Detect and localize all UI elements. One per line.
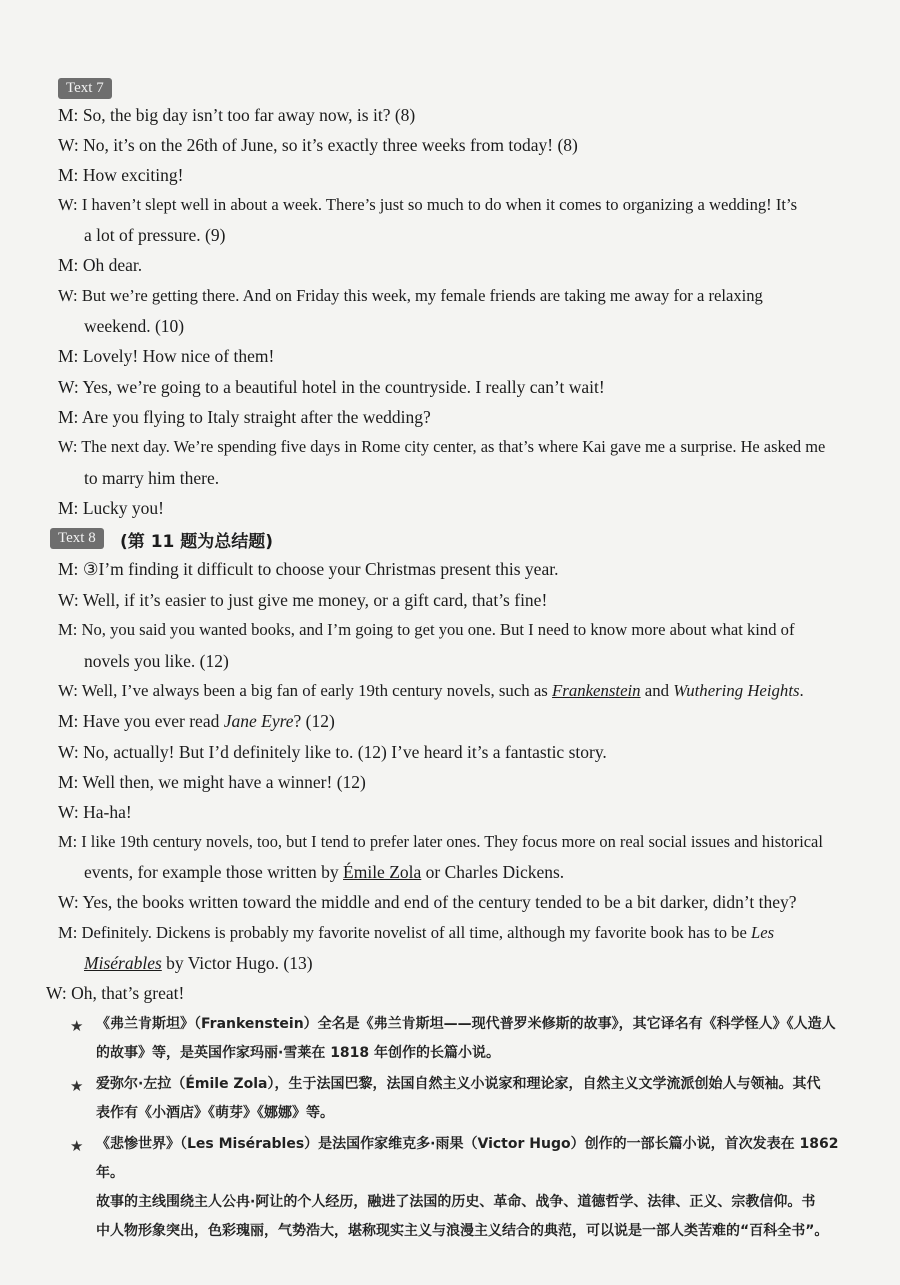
dialogue-line: W: Yes, the books written toward the middle and end of the century tended to be a bit darker, didn’t they?: [58, 892, 797, 912]
footnote-frankenstein: 《弗兰肯斯坦》（Frankenstein）全名是《弗兰肯斯坦——现代普罗米修斯的故事》，其它译名有《科学怪人》《人造人 的故事》等，是英国作家玛丽·雪莱在 1818 年创作的长篇小说。: [96, 1016, 836, 1061]
dialogue-line: M: Are you flying to Italy straight after the wedding?: [58, 407, 431, 427]
book-title: Jane Eyre: [223, 711, 294, 731]
dialogue-line: W: Well, I’ve always been a big fan of early 19th century novels, such as Frankenstein and Wuthering Heights.: [58, 681, 804, 700]
dialogue-line-continued: novels you like. (12): [84, 651, 229, 671]
star-icon: ★: [70, 1077, 84, 1095]
dialogue-line: M: How exciting!: [58, 165, 184, 185]
dialogue-line-continued: a lot of pressure. (9): [84, 225, 226, 245]
dialogue-line: W: But we’re getting there. And on Friday this week, my female friends are taking me away for a relaxing: [58, 286, 763, 305]
dialogue-line: W: Yes, we’re going to a beautiful hotel in the countryside. I really can’t wait!: [58, 377, 605, 397]
star-icon: ★: [70, 1017, 84, 1035]
dialogue-line: W: I haven’t slept well in about a week. There’s just so much to do when it comes to organizing a wedding! It’s: [58, 195, 798, 214]
dialogue-line: M: Definitely. Dickens is probably my favorite novelist of all time, although my favorite book has to be Les: [58, 923, 775, 942]
dialogue-line: M: ③I’m finding it difficult to choose your Christmas present this year.: [58, 559, 559, 579]
dialogue-line: M: Oh dear.: [58, 255, 143, 275]
dialogue-line: W: Ha-ha!: [58, 802, 132, 822]
dialogue-line: M: So, the big day isn’t too far away now, is it? (8): [58, 105, 416, 125]
section-note: (第 11 题为总结题): [120, 532, 274, 552]
dialogue-line: M: Lovely! How nice of them!: [58, 346, 275, 366]
dialogue-line: M: No, you said you wanted books, and I’m going to get you one. But I need to know more about what kind of: [58, 620, 795, 639]
dialogue-line: M: Lucky you!: [58, 498, 164, 518]
dialogue-line-continued: Misérables by Victor Hugo. (13): [84, 953, 313, 973]
dialogue-line: M: I like 19th century novels, too, but I tend to prefer later ones. They focus more on real social issues and historical: [58, 832, 823, 851]
dialogue-line: W: The next day. We’re spending five days in Rome city center, as that’s where Kai gave me a surprise. He asked me: [58, 437, 826, 456]
dialogue-line: M: Have you ever read Jane Eyre? (12): [58, 711, 335, 731]
book-title: Wuthering Heights: [673, 681, 800, 700]
dialogue-line: W: Oh, that’s great!: [46, 983, 185, 1003]
dialogue-line: M: Well then, we might have a winner! (12): [58, 772, 366, 792]
book-title: Les: [750, 923, 775, 942]
dialogue-line-continued: to marry him there.: [84, 468, 220, 488]
footnote-zola: 爱弥尔·左拉（Émile Zola），生于法国巴黎，法国自然主义小说家和理论家，自然主义文学流派创始人与领袖。其代 表作有《小酒店》《萌芽》《娜娜》等。: [96, 1076, 821, 1121]
star-icon: ★: [70, 1137, 84, 1155]
dialogue-line-continued: events, for example those written by Émile Zola or Charles Dickens.: [84, 862, 565, 882]
section-tag-text7: Text 7: [58, 78, 112, 99]
dialogue-line: W: No, it’s on the 26th of June, so it’s exactly three weeks from today! (8): [58, 135, 578, 155]
author-name: Émile Zola: [343, 862, 422, 882]
dialogue-line-continued: weekend. (10): [84, 316, 185, 336]
footnote-les-miserables: 《悲惨世界》（Les Misérables）是法国作家维克多·雨果（Victor Hugo）创作的一部长篇小说，首次发表在 1862 年。 故事的主线围绕主人公冉·阿让的个人经历，融进了法国的历史、革命、战争、道德哲学、法律、正义、宗教信仰。书 中人物形象突出，色彩瑰丽，气势浩大，堪称现实主义与浪漫主义结合的典范，可以说是一部人类苦难的“百科全书”。: [96, 1136, 839, 1239]
book-title: Misérables: [84, 953, 162, 973]
book-title: Frankenstein: [552, 681, 641, 700]
dialogue-line: W: Well, if it’s easier to just give me money, or a gift card, that’s fine!: [58, 590, 548, 610]
dialogue-line: W: No, actually! But I’d definitely like to. (12) I’ve heard it’s a fantastic story.: [58, 742, 607, 762]
section-tag-text8: Text 8: [50, 528, 104, 549]
